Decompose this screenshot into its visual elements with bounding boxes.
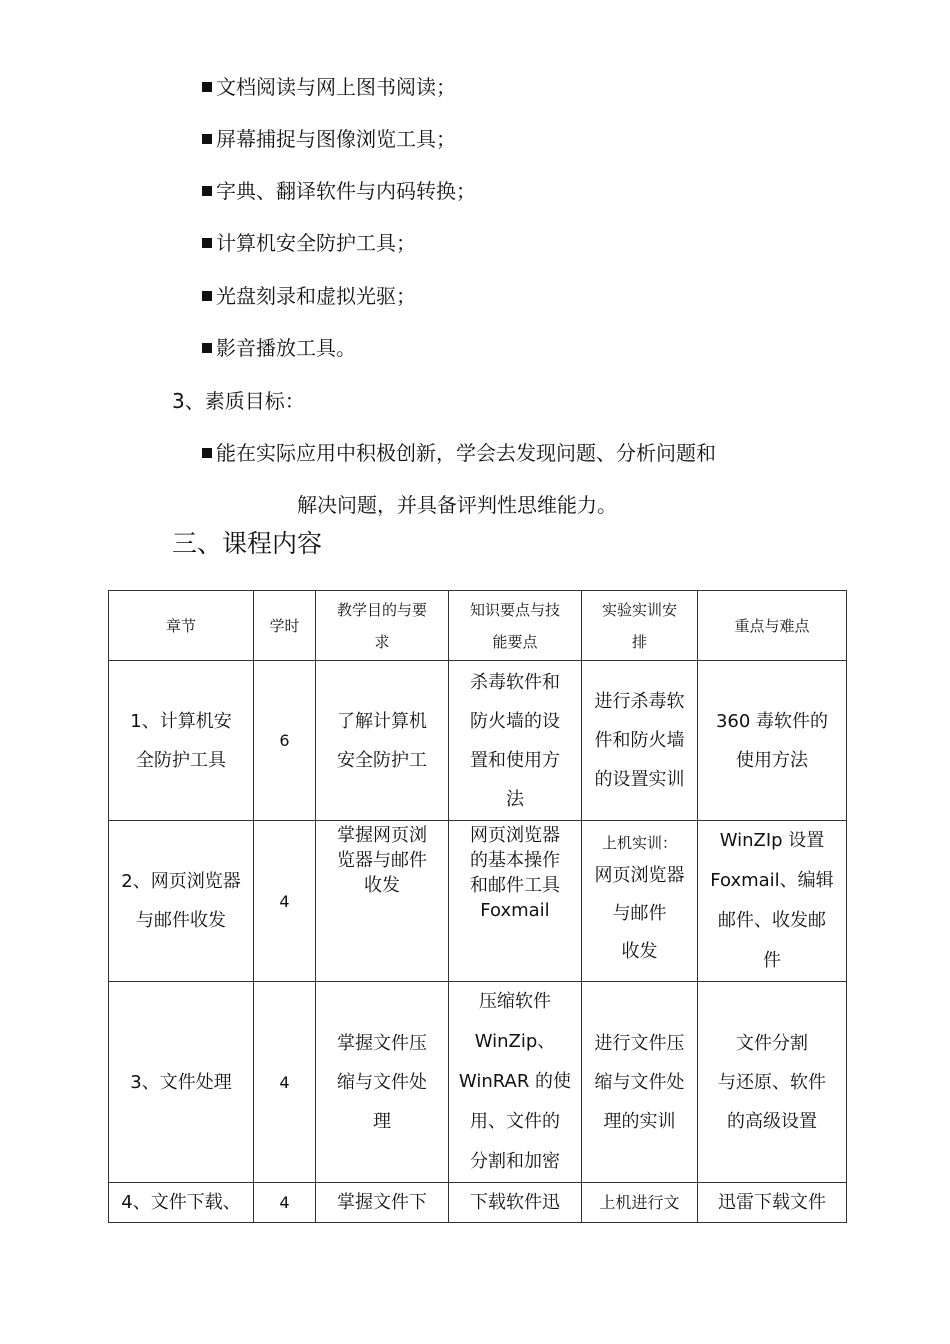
cell-chapter: 4、文件下载、 [109, 1183, 254, 1223]
cell-knowledge-points: 杀毒软件和 防火墙的设 置和使用方 法 [449, 661, 582, 821]
course-content-table [108, 590, 847, 1223]
cell-key-points: WinZIp 设置 Foxmail、编辑 邮件、收发邮 件 [698, 821, 847, 982]
square-bullet-icon [202, 291, 212, 301]
header-knowledge-points: 知识要点与技 能要点 [449, 591, 582, 661]
cell-key-points: 360 毒软件的 使用方法 [698, 661, 847, 821]
quality-goal-title: 3、素质目标： [172, 389, 305, 413]
cell-chapter: 1、计算机安 全防护工具 [109, 661, 254, 821]
bullet-item [202, 74, 456, 100]
bullet-text: 字典、翻译软件与内码转换； [216, 179, 476, 203]
bullet-item [202, 178, 476, 204]
lab-top-label: 上机实训： [601, 834, 677, 852]
cell-key-points: 迅雷下载文件 [698, 1183, 847, 1223]
quality-goal-line2: 解决问题，并具备评判性思维能力。 [297, 493, 617, 517]
table-row [109, 821, 847, 982]
header-key-points: 重点与难点 [698, 591, 847, 661]
bullet-text: 光盘刻录和虚拟光驱； [216, 284, 416, 308]
cell-chapter: 3、文件处理 [109, 982, 254, 1183]
header-chapter: 章节 [109, 591, 254, 661]
square-bullet-icon [202, 186, 212, 196]
bullet-item [202, 335, 356, 361]
bullet-item [202, 283, 416, 309]
cell-teaching-goal: 掌握网页浏 览器与邮件 收发 [316, 821, 449, 982]
cell-lab-arrangement: 进行杀毒软 件和防火墙 的设置实训 [582, 661, 698, 821]
cell-knowledge-points: 压缩软件 WinZip、 WinRAR 的使 用、文件的 分割和加密 [449, 982, 582, 1183]
cell-hours: 6 [254, 661, 316, 821]
bullet-item [202, 126, 456, 152]
header-hours: 学时 [254, 591, 316, 661]
bullet-text: 文档阅读与网上图书阅读； [216, 75, 456, 99]
bullet-item [202, 230, 416, 256]
cell-teaching-goal: 了解计算机 安全防护工 [316, 661, 449, 821]
lab-text: 网页浏览器 与邮件 收发 [594, 865, 685, 962]
bullet-text: 计算机安全防护工具； [216, 231, 416, 255]
cell-hours: 4 [254, 982, 316, 1183]
cell-knowledge-points: 下载软件迅 [449, 1183, 582, 1223]
table-row [109, 982, 847, 1183]
cell-chapter: 2、网页浏览器 与邮件收发 [109, 821, 254, 982]
square-bullet-icon [202, 238, 212, 248]
cell-teaching-goal: 掌握文件压 缩与文件处 理 [316, 982, 449, 1183]
quality-goal-item [202, 440, 716, 466]
quality-goal-line1: 能在实际应用中积极创新，学会去发现问题、分析问题和 [216, 441, 716, 465]
cell-teaching-goal: 掌握文件下 [316, 1183, 449, 1223]
square-bullet-icon [202, 343, 212, 353]
cell-hours: 4 [254, 821, 316, 982]
cell-lab-arrangement [582, 821, 698, 982]
cell-hours: 4 [254, 1183, 316, 1223]
square-bullet-icon [202, 448, 212, 458]
table-row [109, 1183, 847, 1223]
header-teaching-goal: 教学目的与要 求 [316, 591, 449, 661]
cell-lab-arrangement: 进行文件压 缩与文件处 理的实训 [582, 982, 698, 1183]
cell-lab-arrangement: 上机进行文 [582, 1183, 698, 1223]
bullet-text: 屏幕捕捉与图像浏览工具； [216, 127, 456, 151]
cell-key-points: 文件分割 与还原、软件 的高级设置 [698, 982, 847, 1183]
square-bullet-icon [202, 134, 212, 144]
header-lab-arrangement: 实验实训安 排 [582, 591, 698, 661]
square-bullet-icon [202, 82, 212, 92]
bullet-text: 影音播放工具。 [216, 336, 356, 360]
table-header-row [109, 591, 847, 661]
cell-knowledge-points: 网页浏览器 的基本操作 和邮件工具 Foxmail [449, 821, 582, 982]
table-row [109, 661, 847, 821]
section-heading: 三、课程内容 [172, 529, 323, 558]
